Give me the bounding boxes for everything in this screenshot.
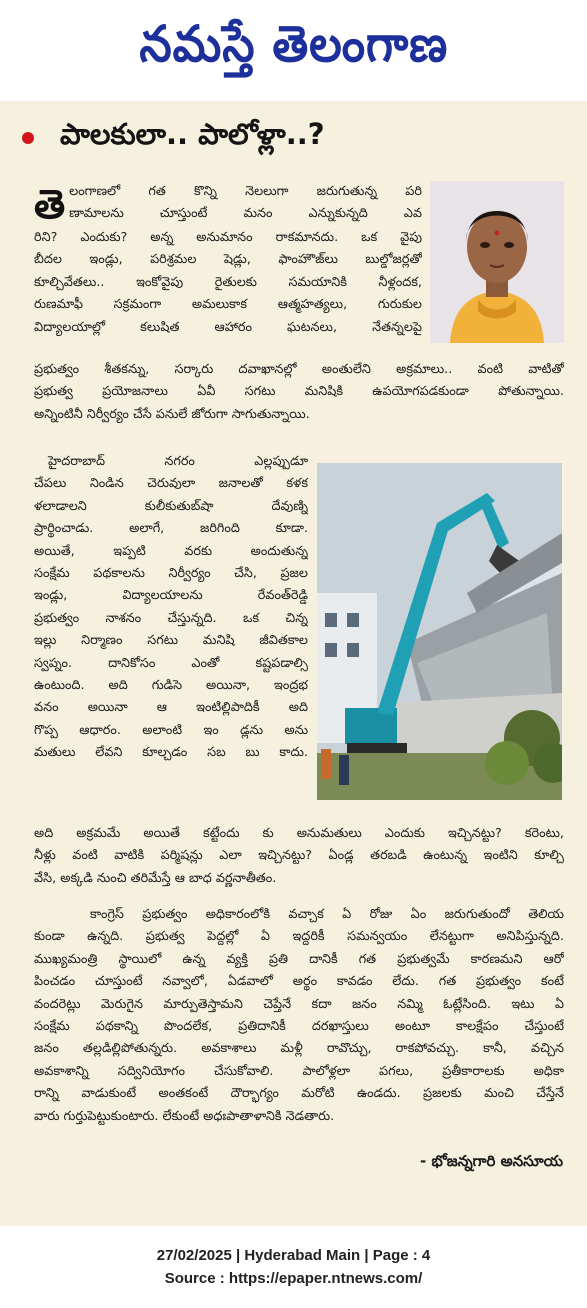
article xyxy=(0,101,587,1226)
paragraph-3 xyxy=(34,904,564,1132)
text-line: అయితే, ఇప్పటి వరకు అందుతున్న xyxy=(34,543,308,559)
paragraph-2-narrow xyxy=(34,451,308,771)
footer-date-line: 27/02/2025 | Hyderabad Main | Page : 4 xyxy=(156,1247,431,1264)
text-line: ణామాలను చూస్తుంటే మనం ఎన్నుకున్నది ఎవ xyxy=(69,206,422,222)
text-line: చేపలు నిండిన చెరువులా జనాలతో కళక xyxy=(34,476,308,492)
text-line: వనం అయినా ఆ ఇంటిల్లిపాదికీ అది xyxy=(34,700,308,716)
text-line: లంగాణలో గత కొన్ని నెలలుగా జరుగుతున్న పరి xyxy=(69,184,422,199)
text-line: పించడం చూస్తుంటే నవ్వాలో, ఏడవాలో అర్థం కావడం లేదు. గత ప్రభుత్వం కంటే xyxy=(34,974,564,990)
text-line: ఉంటుంది. అది గుడిసె అయినా, ఇంద్రభ xyxy=(34,678,308,694)
text-line: జనం తల్లడిల్లిపోతున్నరు. అవకాశాలు మళ్లీ రావొచ్చు, రాకపోవచ్చు. కానీ, వచ్చిన xyxy=(34,1041,564,1057)
text-line: హైదరాబాద్ నగరం ఎల్లప్పుడూ xyxy=(48,454,308,469)
article-headline: పాలకులా.. పాలోళ్లా..? xyxy=(60,117,325,151)
intro-paragraph-narrow xyxy=(34,181,422,337)
text-line: వేసి, అక్కడి నుంచి తరిమేస్తే ఆ బాధ వర్ణనాతీతం. xyxy=(34,870,277,886)
text-line: స్వప్నం. దానికోసం ఎంతో కష్టపడాల్సి xyxy=(34,655,308,671)
text-line: నీళ్లు వంటి వాటికి పర్మిషన్లు ఎలా ఇచ్చినట్టు? ఏండ్ల తరబడి ఉంటున్న ఇంటిని కూల్చి xyxy=(34,848,564,864)
newspaper-title: నమస్తే తెలంగాణ xyxy=(139,14,448,73)
text-line: సంక్షేమ పథకాన్ని పొందలేక, ప్రతిదానికీ దరఖాస్తులు అంటూ కాలక్షేపం చేస్తుంటే xyxy=(34,1019,564,1035)
demolition-image xyxy=(317,463,562,800)
red-bullet-icon xyxy=(22,132,34,144)
text-line: కుండా ఉన్నది. ప్రభుత్వ పెద్దల్లో ఏ ఇద్దరికీ సమన్వయం లేనట్టుగా అనిపిస్తున్నది. xyxy=(34,929,564,945)
text-line: గొప్ప ఆధారం. అలాంటి ఇం డ్లను అను xyxy=(34,722,308,738)
text-line: ప్రభుత్వం శీతకన్ను, సర్కారు దవాఖానల్లో అంతులేని అక్రమాలు.. వంటి వాటితో xyxy=(34,362,564,377)
author-portrait xyxy=(430,181,564,343)
text-line: అన్నింటినీ నిర్వీర్యం చేసే పనులే జోరుగా సాగుతున్నాయి. xyxy=(34,406,310,422)
text-line: రిని? ఎందుకు? అన్న అనుమానం రాకమానదు. ఒక వైపు xyxy=(34,230,422,245)
text-line: విద్యాలయాల్లో కలుషిత ఆహారం ఘటనలు, నేతన్నలపై xyxy=(34,319,422,335)
portrait-image xyxy=(430,181,564,343)
text-line: బీదల ఇండ్లు, పరిశ్రమల షెడ్లు, ఫాంహౌజ్‌లు బుల్డోజర్లతో xyxy=(34,252,422,268)
headline-row xyxy=(22,115,572,161)
text-line: వారు గుర్తుపెట్టుకుంటారు. లేకుంటే అధఃపాతాళానికి నెడతారు. xyxy=(34,1108,335,1124)
footer-source-line: Source : https://epaper.ntnews.com/ xyxy=(164,1270,423,1287)
text-line: కాంగ్రెస్ ప్రభుత్వం అధికారంలోకి వచ్చాక ఏ రోజు ఏం జరుగుతుందో తెలియ xyxy=(90,907,564,922)
intro-paragraph-wide xyxy=(34,359,564,429)
text-line: కూల్చివేతలు.. ఇంకోవైపు రైతులకు సమయానికి నీళ్లందక, xyxy=(34,274,422,290)
author-byline: - భోజన్నగారి అనసూయ xyxy=(420,1152,563,1170)
drop-cap: తె xyxy=(34,182,66,228)
text-line: సంక్షేమ పథకాలను నిర్వీర్యం చేసి, ప్రజల xyxy=(34,566,308,582)
text-line: ప్రార్థించాడు. అలాగే, జరిగింది కూడా. xyxy=(34,521,308,537)
text-line: అది అక్రమమే అయితే కట్టేందు కు అనుమతులు ఎందుకు ఇచ్చినట్టు? కరెంటు, xyxy=(34,826,564,841)
text-line: ళలాడాలని కులీకుతుబ్‌షా దేవుణ్ని xyxy=(34,498,308,514)
text-line: వందరెట్లు మెరుగైన మార్పుతెస్తామని చెప్తేనే కదా జనం నమ్మి ఓట్లేసింది. ఇటు ఏ xyxy=(34,996,564,1012)
text-line: ఇండ్లు, విద్యాలయాలను రేవంత్‌రెడ్డి xyxy=(34,588,308,604)
demolition-photo xyxy=(317,463,562,800)
text-line: అవకాశాన్ని సద్వినియోగం చేసుకోవాలి. పాలోళ్లలా పగలు, ప్రతీకారాలకు అధికా xyxy=(34,1063,564,1079)
text-line: రాన్ని వాడుకుంటే అంతకంటే దౌర్భాగ్యం మరోటి ఉండదు. ప్రజలకు మంచి చేస్తేనే xyxy=(34,1086,564,1102)
text-line: రుణమాఫీ సక్రమంగా అమలుకాక ఆత్మహత్యలు, గురుకుల xyxy=(34,297,422,313)
masthead xyxy=(0,0,587,100)
paragraph-2-wide xyxy=(34,823,564,893)
text-line: మతులు లేవని కూల్చడం సబ బు కాదు. xyxy=(34,745,308,761)
text-line: ఇల్లు నిర్మాణం సగటు మనిషి జీవితకాల xyxy=(34,633,308,649)
text-line: ప్రభుత్వ ప్రయోజనాలు ఏవీ సగటు మనిషికి ఉపయోగపడకుండా పోతున్నాయి. xyxy=(34,384,564,400)
text-line: ప్రభుత్వం నాశనం చేస్తున్నది. ఒక చిన్న xyxy=(34,610,308,626)
text-line: ముఖ్యమంత్రి స్థాయిలో ఉన్న వ్యక్తి ప్రతి దానికీ గత ప్రభుత్వమే కారణమని ఆరో xyxy=(34,951,564,967)
